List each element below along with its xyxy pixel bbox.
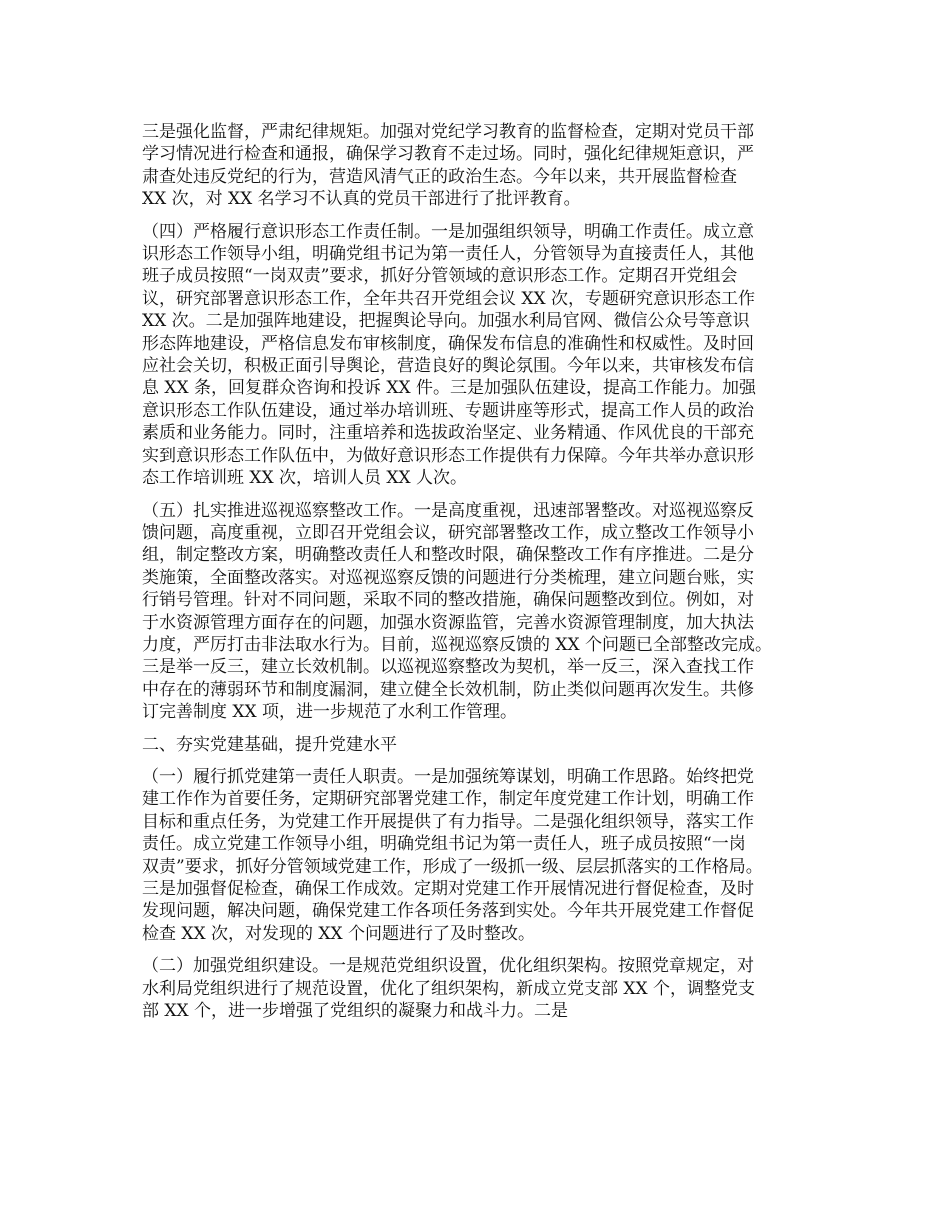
- section-heading: 二、夯实党建基础，提升党建水平: [142, 734, 397, 755]
- paragraph-party-organization: （二）加强党组织建设。一是规范党组织设置，优化组织架构。按照党章规定，对 水利局党组织进行了规范设置，优化了组织架构，新成立党支部 XX 个，调整党支 部 XX 个，进一步增强了党组织的凝聚力和战斗力。二是: [142, 956, 756, 1022]
- paragraph-ideology-responsibility: （四）严格履行意识形态工作责任制。一是加强组织领导，明确工作责任。成立意 识形态工作领导小组，明确党组书记为第一责任人，分管领导为直接责任人，其他 班子成员按照“一岗双责”要求，抓好分管领域的意识形态工作。定期召开党组会 议，研究部署意识形态工作，全年共召开党组会议 XX 次，专题研究意识形态工作 XX 次。二是加强阵地建设，把握舆论导向。加强水利局官网、微信公众号等意识 形态阵地建设，严格信息发布审核制度，确保发布信息的准确性和权威性。及时回 应社会关切，积极正面引导舆论，营造良好的舆论氛围。今年以来，共审核发布信 息 XX 条，回复群众咨询和投诉 XX 件。三是加强队伍建设，提高工作能力。加强 意识形态工作队伍建设，通过举办培训班、专题讲座等形式，提高工作人员的政治 素质和业务能力。同时，注重培养和选拔政治坚定、业务精通、作风优良的干部充 实到意识形态工作队伍中，为做好意识形态工作提供有力保障。今年共举办意识形 态工作培训班 XX 次，培训人员 XX 人次。: [142, 221, 757, 489]
- document-page: [142, 121, 812, 1032]
- paragraph-party-building-responsibility: （一）履行抓党建第一责任人职责。一是加强统筹谋划，明确工作思路。始终把党 建工作作为首要任务，定期研究部署党建工作，制定年度党建工作计划，明确工作 目标和重点任务，为党建工作开展提供了有力指导。二是强化组织领导，落实工作 责任。成立党建工作领导小组，明确党组书记为第一责任人，班子成员按照“一岗 双责”要求，抓好分管领域党建工作，形成了一级抓一级、层层抓落实的工作格局。 三是加强督促检查，确保工作成效。定期对党建工作开展情况进行督促检查，及时 发现问题，解决问题，确保党建工作各项任务落到实处。今年共开展党建工作督促 检查 XX 次，对发现的 XX 个问题进行了及时整改。: [142, 766, 763, 944]
- paragraph-inspection-rectification: （五）扎实推进巡视巡察整改工作。一是高度重视，迅速部署整改。对巡视巡察反 馈问题，高度重视，立即召开党组会议，研究部署整改工作，成立整改工作领导小 组，制定整改方案，明确整改责任人和整改时限，确保整改工作有序推进。二是分 类施策，全面整改落实。对巡视巡察反馈的问题进行分类梳理，建立问题台账，实 行销号管理。针对不同问题，采取不同的整改措施，确保问题整改到位。例如，对 于水资源管理方面存在的问题，加强水资源监管，完善水资源管理制度，加大执法 力度，严厉打击非法取水行为。目前，巡视巡察反馈的 XX 个问题已全部整改完成。 三是举一反三，建立长效机制。以巡视巡察整改为契机，举一反三，深入查找工作 中存在的薄弱环节和制度漏洞，建立健全长效机制，防止类似问题再次发生。共修 订完善制度 XX 项，进一步规范了水利工作管理。: [142, 500, 773, 723]
- paragraph-supervision: 三是强化监督，严肃纪律规矩。加强对党纪学习教育的监督检查，定期对党员干部 学习情况进行检查和通报，确保学习教育不走过场。同时，强化纪律规矩意识，严 肃查处违反党纪的行为，营造风清气正的政治生态。今年以来，共开展监督检查 XX 次，对 XX 名学习不认真的党员干部进行了批评教育。: [142, 122, 754, 210]
